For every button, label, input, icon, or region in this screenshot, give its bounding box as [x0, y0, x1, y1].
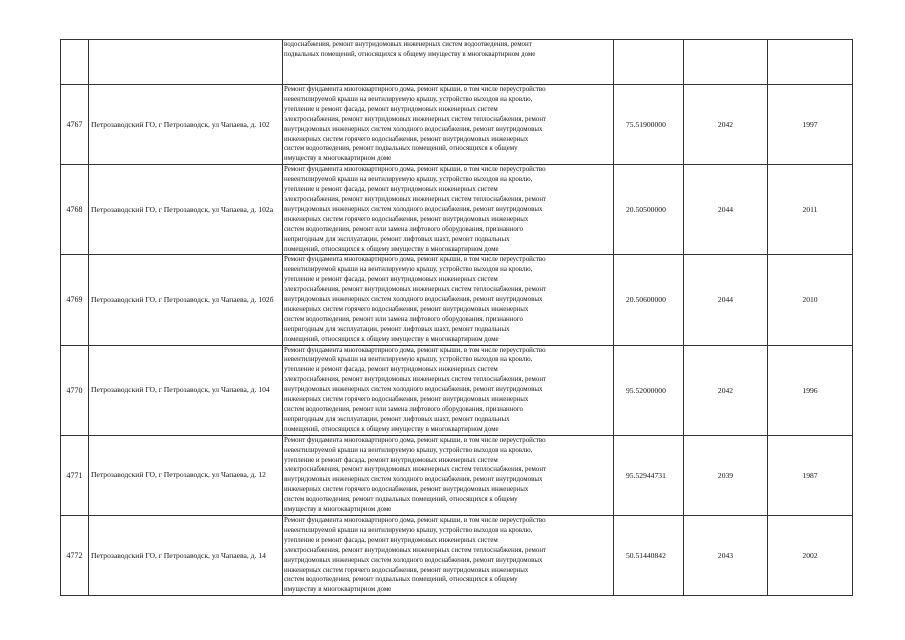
address-cell: Петрозаводский ГО, г Петрозаводск, ул Чапаева, д. 102б: [89, 255, 283, 345]
value-cell: 50.51440842: [614, 515, 684, 595]
value-cell: 95.52944731: [614, 435, 684, 515]
works-cell: Ремонт фундамента многоквартирного дома, ремонт крыши, в том числе переустройство невентилируемой крыши на вентилируемую крышу, устройство выходов на кровлю, утепление и ремонт фасада, ремонт внутридомовых инженерных систем электроснабжения, ремонт внутридомовых инженерных систем теплоснабжения, ремонт внутридомовых инженерных систем холодного водоснабжения, ремонт внутридомовых инженерных систем горячего водоснабжения, ремонт внутридомовых инженерных систем водоотведения, ремонт подвальных помещений, относящихся к общему имуществу в многоквартирном доме: [283, 515, 614, 595]
row-number: 4767: [61, 85, 89, 165]
address-cell: [89, 40, 283, 85]
plan-year-cell: 2042: [684, 85, 768, 165]
built-year-cell: 2011: [768, 165, 853, 255]
table-row: [61, 85, 853, 165]
table-row: [61, 435, 853, 515]
built-year-cell: 2002: [768, 515, 853, 595]
works-cell: Ремонт фундамента многоквартирного дома, ремонт крыши, в том числе переустройство невентилируемой крыши на вентилируемую крышу, устройство выходов на кровлю, утепление и ремонт фасада, ремонт внутридомовых инженерных систем электроснабжения, ремонт внутридомовых инженерных систем теплоснабжения, ремонт внутридомовых инженерных систем холодного водоснабжения, ремонт внутридомовых инженерных систем горячего водоснабжения, ремонт внутридомовых инженерных систем водоотведения, ремонт или замена лифтового оборудования, признанного непригодным для эксплуатации, ремонт лифтовых шахт, ремонт подвальных помещений, относящихся к общему имуществу в многоквартирном доме: [283, 255, 614, 345]
works-cell: Ремонт фундамента многоквартирного дома, ремонт крыши, в том числе переустройство невентилируемой крыши на вентилируемую крышу, устройство выходов на кровлю, утепление и ремонт фасада, ремонт внутридомовых инженерных систем электроснабжения, ремонт внутридомовых инженерных систем теплоснабжения, ремонт внутридомовых инженерных систем холодного водоснабжения, ремонт внутридомовых инженерных систем горячего водоснабжения, ремонт внутридомовых инженерных систем водоотведения, ремонт подвальных помещений, относящихся к общему имуществу в многоквартирном доме: [283, 435, 614, 515]
plan-year-cell: 2044: [684, 165, 768, 255]
table-row: [61, 345, 853, 435]
value-cell: 20.50500000: [614, 165, 684, 255]
table-row: [61, 515, 853, 595]
address-cell: Петрозаводский ГО, г Петрозаводск, ул Чапаева, д. 102а: [89, 165, 283, 255]
plan-year-cell: 2042: [684, 345, 768, 435]
table-row: [61, 40, 853, 85]
value-cell: [614, 40, 684, 85]
built-year-cell: 1987: [768, 435, 853, 515]
value-cell: 95.52000000: [614, 345, 684, 435]
plan-year-cell: 2044: [684, 255, 768, 345]
works-cell: Ремонт фундамента многоквартирного дома, ремонт крыши, в том числе переустройство невентилируемой крыши на вентилируемую крышу, устройство выходов на кровлю, утепление и ремонт фасада, ремонт внутридомовых инженерных систем электроснабжения, ремонт внутридомовых инженерных систем теплоснабжения, ремонт внутридомовых инженерных систем холодного водоснабжения, ремонт внутридомовых инженерных систем горячего водоснабжения, ремонт внутридомовых инженерных систем водоотведения, ремонт или замена лифтового оборудования, признанного непригодным для эксплуатации, ремонт лифтовых шахт, ремонт подвальных помещений, относящихся к общему имуществу в многоквартирном доме: [283, 165, 614, 255]
row-number: 4768: [61, 165, 89, 255]
row-number: 4772: [61, 515, 89, 595]
plan-year-cell: [684, 40, 768, 85]
works-cell: Ремонт фундамента многоквартирного дома, ремонт крыши, в том числе переустройство невентилируемой крыши на вентилируемую крышу, устройство выходов на кровлю, утепление и ремонт фасада, ремонт внутридомовых инженерных систем электроснабжения, ремонт внутридомовых инженерных систем теплоснабжения, ремонт внутридомовых инженерных систем холодного водоснабжения, ремонт внутридомовых инженерных систем горячего водоснабжения, ремонт внутридомовых инженерных систем водоотведения, ремонт или замена лифтового оборудования, признанного непригодным для эксплуатации, ремонт лифтовых шахт, ремонт подвальных помещений, относящихся к общему имуществу в многоквартирном доме: [283, 345, 614, 435]
value-cell: 75.51900000: [614, 85, 684, 165]
works-cell: Ремонт фундамента многоквартирного дома, ремонт крыши, в том числе переустройство невентилируемой крыши на вентилируемую крышу, устройство выходов на кровлю, утепление и ремонт фасада, ремонт внутридомовых инженерных систем электроснабжения, ремонт внутридомовых инженерных систем теплоснабжения, ремонт внутридомовых инженерных систем холодного водоснабжения, ремонт внутридомовых инженерных систем горячего водоснабжения, ремонт внутридомовых инженерных систем водоотведения, ремонт подвальных помещений, относящихся к общему имуществу в многоквартирном доме: [283, 85, 614, 165]
address-cell: Петрозаводский ГО, г Петрозаводск, ул Чапаева, д. 104: [89, 345, 283, 435]
works-cell: водоснабжения, ремонт внутридомовых инженерных систем водоотведения, ремонт подвальных помещений, относящихся к общему имуществу в многоквартирном доме: [283, 40, 614, 85]
address-cell: Петрозаводский ГО, г Петрозаводск, ул Чапаева, д. 14: [89, 515, 283, 595]
value-cell: 20.50600000: [614, 255, 684, 345]
row-number: 4769: [61, 255, 89, 345]
built-year-cell: [768, 40, 853, 85]
table-row: [61, 255, 853, 345]
built-year-cell: 1997: [768, 85, 853, 165]
row-number: [61, 40, 89, 85]
housing-repair-table: [60, 39, 853, 596]
table-row: [61, 165, 853, 255]
row-number: 4771: [61, 435, 89, 515]
plan-year-cell: 2043: [684, 515, 768, 595]
plan-year-cell: 2039: [684, 435, 768, 515]
address-cell: Петрозаводский ГО, г Петрозаводск, ул Чапаева, д. 102: [89, 85, 283, 165]
built-year-cell: 1996: [768, 345, 853, 435]
address-cell: Петрозаводский ГО, г Петрозаводск, ул Чапаева, д. 12: [89, 435, 283, 515]
built-year-cell: 2010: [768, 255, 853, 345]
row-number: 4770: [61, 345, 89, 435]
